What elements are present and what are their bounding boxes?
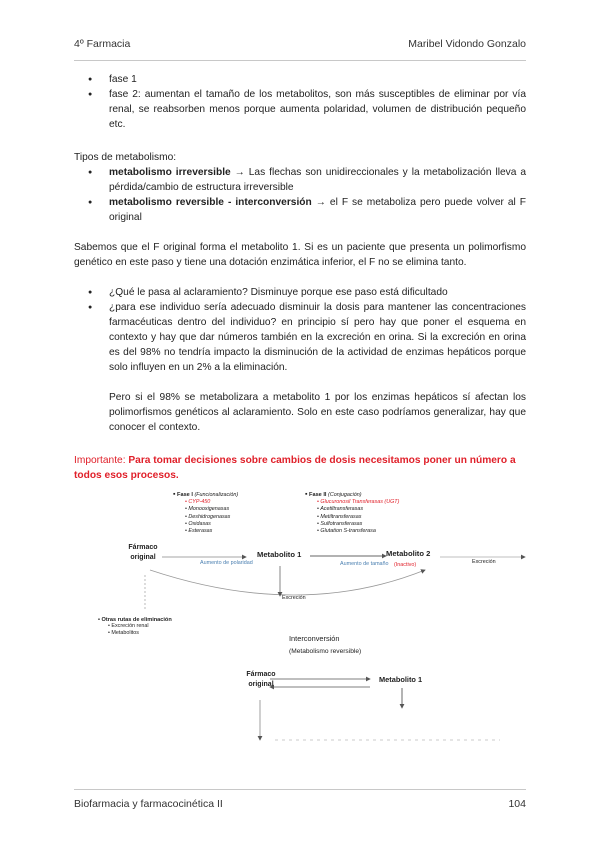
paragraph-polimorfismo: Sabemos que el F original forma el metabolito 1. Si es un paciente que presenta un polimorfismo genético en este paso y tiene una dotación enzimática inferior, el F no se elimina tanto. — [74, 242, 526, 268]
farmaco-original-2-label: Fármaco original — [246, 671, 276, 688]
fase2-item: • Acetiltransferasas — [317, 506, 364, 513]
aumento-polaridad-label: Aumento de polaridad — [200, 560, 253, 566]
fase1-item: • CYP-450 — [185, 499, 211, 506]
farmaco-original-label: Fármaco original — [128, 544, 158, 561]
otras-item: • Excreción renal — [108, 623, 149, 629]
list-item: ● ¿Qué le pasa al aclaramiento? Disminuye porque ese paso está dificultado — [74, 285, 526, 300]
fase2-item: • Glutation S-transferasa — [317, 528, 376, 535]
fase1-item: • Esterasas — [185, 528, 213, 535]
interconversion-sub: (Metabolismo reversible) — [289, 648, 362, 655]
tipos-title: Tipos de metabolismo: — [74, 152, 177, 163]
metabolito1-label: Metabolito 1 — [257, 550, 302, 559]
otras-item: • Metabolitos — [108, 630, 139, 637]
footer-left: Biofarmacia y farmacocinética II — [74, 798, 223, 810]
fase2-item: • Glucuronosil Transferasas (UGT) — [317, 499, 400, 506]
inactivo-label: (Inactivo) — [394, 562, 417, 568]
excrecion-right-label: Excreción — [472, 559, 496, 565]
aumento-tamano-label: Aumento de tamaño — [340, 561, 389, 567]
list-item: ● metabolismo reversible - interconversión → el F se metaboliza pero puede volver al F original — [74, 195, 526, 225]
fase2-item: • Metiltransferasas — [317, 513, 362, 520]
footer-divider — [74, 789, 526, 790]
important-text: Para tomar decisiones sobre cambios de dosis necesitamos poner un número a todos esos procesos. — [74, 455, 516, 481]
excrecion-down-label: Excreción — [282, 595, 306, 601]
fase2-item: • Sulfotransferasas — [317, 520, 363, 527]
important-label: Importante: — [74, 455, 126, 466]
metabolito2-label: Metabolito 2 — [386, 549, 431, 558]
fase1-item: • Oxidasas — [185, 520, 211, 527]
header-right: Maribel Vidondo Gonzalo — [408, 38, 526, 50]
page-number: 104 — [508, 798, 526, 810]
interconversion-title: Interconversión — [289, 634, 340, 643]
otras-rutas-box: • Otras rutas de eliminación • Excreción renal • Metabolitos — [98, 617, 248, 637]
list-item: ● ¿para ese individuo sería adecuado disminuir la dosis para mantener las concentraciones farmacéuticas dentro del individuo? en principio sí pero hay que poner el esquema en contexto y hay que dar números también en la excreción en orina. Si la excreción en orina es del 98% no tendría impacto la disminución de la actividad de enzimas hepáticos porque solo influyen en un 2% a la eliminación. — [74, 300, 526, 375]
list-item: ● fase 2: aumentan el tamaño de los metabolitos, son más susceptibles de eliminar por vía renal, se reabsorben menos porque aumenta polaridad, volumen de distribución pequeño etc. — [74, 87, 526, 132]
list-item: ● fase 1 — [74, 72, 526, 87]
fase1-item: • Monooxigenasas — [185, 506, 230, 513]
fase1-item: • Deshidrogenasas — [185, 513, 231, 520]
fase1-box: ▪ Fase I (Funcionalización) • CYP-450 • Monooxigenasas • Deshidrogenasas • Oxidasas • Esterasas — [173, 491, 283, 535]
arrow-curve — [150, 570, 425, 595]
paragraph-contexto: Pero si el 98% se metabolizara a metabolito 1 por los enzimas hepáticos sí afectan los polimorfismos genéticos al aclaramiento. Solo en este caso podríamos generalizar, hay que conocer el contexto. — [109, 392, 526, 433]
fase2-box: ▪ Fase II (Conjugación) • Glucuronosil Transferasas (UGT) • Acetiltransferasas • Metiltransferasas • Sulfotransferasas • Glutation S-transferasa — [305, 491, 445, 535]
header-left: 4º Farmacia — [74, 38, 131, 50]
list-item: ● metabolismo irreversible → Las flechas son unidireccionales y la metabolización lleva a pérdida/cambio de estructura irreversible — [74, 165, 526, 195]
metabolito1-b-label: Metabolito 1 — [379, 675, 423, 684]
